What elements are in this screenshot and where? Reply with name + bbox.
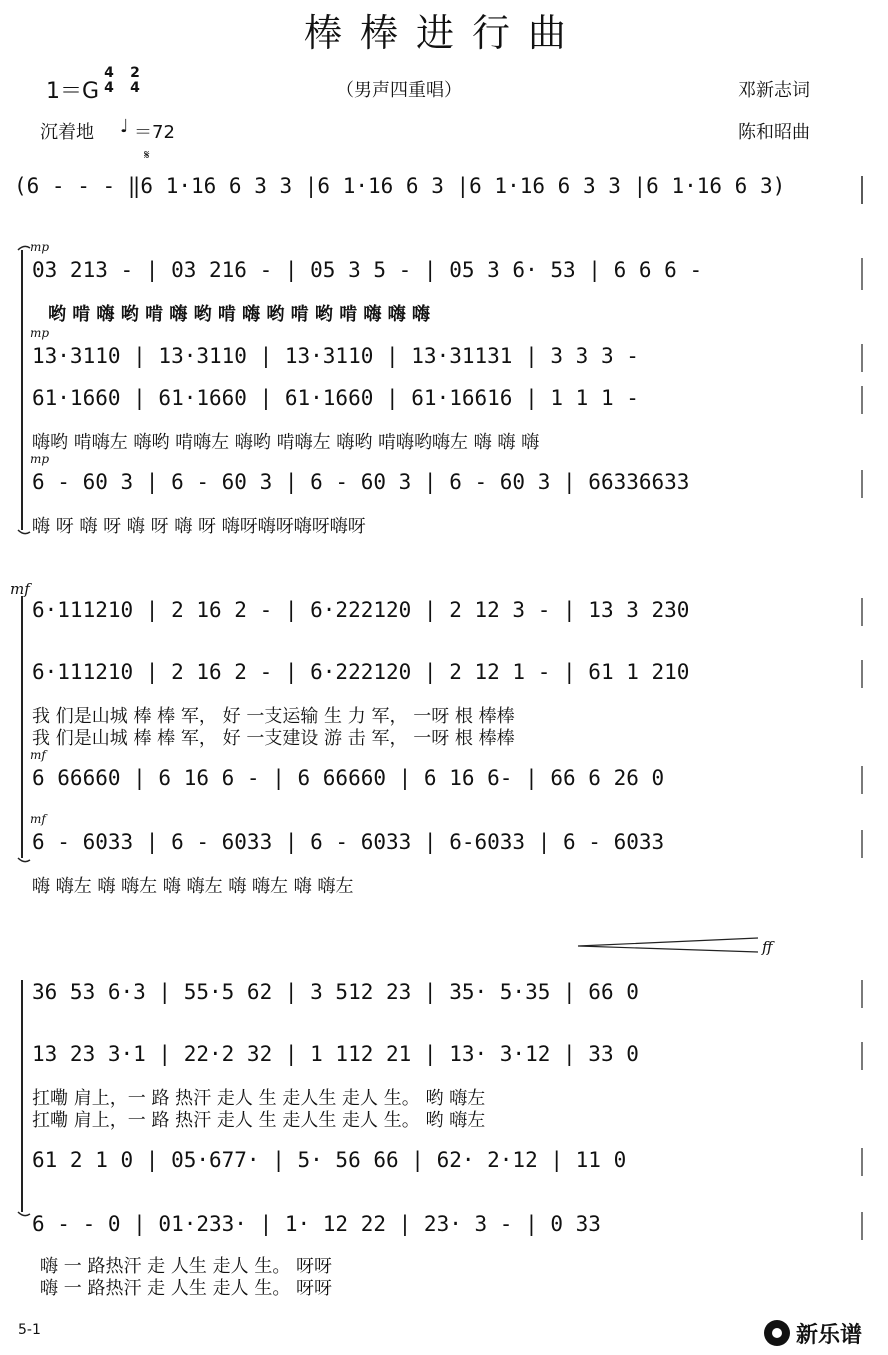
system2-voice4: 6 - 6033 | 6 - 6033 | 6 - 6033 | 6-6033 | 6 - 6033: [32, 830, 665, 854]
system2-voice3: 6 66660 | 6 16 6 - | 6 66660 | 6 16 6- | 66 6 26 0: [32, 766, 665, 790]
dynamic-mf-v3: mf: [30, 748, 46, 762]
segno-icon: 𝄋: [144, 148, 150, 163]
dynamic-mp-v4: mp: [30, 452, 50, 466]
system1-voice4: 6 - 60 3 | 6 - 60 3 | 6 - 60 3 | 6 - 60 3 | 66336633: [32, 470, 690, 494]
system3-voice1: 36 53 6·3 | 55·5 62 | 3 512 23 | 35· 5·35 | 66 0: [32, 980, 639, 1004]
system2-lyric2a: 我 们是山城 棒 棒 军， 好 一支运输 生 力 军， 一呀 根 棒棒: [32, 706, 515, 727]
time-signature-4-4: 4 4: [104, 65, 114, 96]
dynamic-mp-v1: mp: [30, 240, 50, 254]
dynamic-mf-v4: mf: [30, 812, 46, 826]
system3-lyric4b: 嗨 一 路热汗 走 人生 走人 生。 呀呀: [40, 1278, 333, 1299]
system1-lyric1: 哟 啃 嗨 哟 啃 嗨 哟 啃 嗨 哟 啃 哟 啃 嗨 嗨 嗨: [48, 304, 430, 325]
page-title: 棒棒进行曲: [303, 11, 584, 55]
time-signature-2-4: 2 4: [130, 65, 140, 96]
dynamic-mp-v2: mp: [30, 326, 50, 340]
quarter-note-icon: ♩: [120, 116, 129, 137]
system1-lyric3: 嗨哟 啃嗨左 嗨哟 啃嗨左 嗨哟 啃嗨左 嗨哟 啃嗨哟嗨左 嗨 嗨 嗨: [32, 432, 540, 453]
composer: 陈和昭曲: [738, 122, 810, 143]
tempo-value: ＝72: [134, 122, 175, 143]
page-number: 5-1: [18, 1322, 41, 1338]
system2-lyric4: 嗨 嗨左 嗨 嗨左 嗨 嗨左 嗨 嗨左 嗨 嗨左: [32, 876, 354, 897]
system3-voice2: 13 23 3·1 | 22·2 32 | 1 112 21 | 13· 3·12 | 33 0: [32, 1042, 639, 1066]
system1-lyric4: 嗨 呀 嗨 呀 嗨 呀 嗨 呀 嗨呀嗨呀嗨呀嗨呀: [32, 516, 366, 537]
system3-lyric4a: 嗨 一 路热汗 走 人生 走人 生。 呀呀: [40, 1256, 333, 1277]
dynamic-ff: ff: [762, 938, 773, 956]
system3-lyric2a: 扛嘞 肩上，一 路 热汗 走人 生 走人生 走人 生。 哟 嗨左: [32, 1088, 486, 1109]
intro-line: (6 - - - ‖6 1·16 6 3 3 |6 1·16 6 3 |6 1·16 6 3 3 |6 1·16 6 3): [14, 174, 786, 198]
system1-voice2: 13·3110 | 13·3110 | 13·3110 | 13·31131 | 3 3 3 -: [32, 344, 639, 368]
dynamic-mf-v1: mf: [10, 580, 30, 598]
system3-lyric2b: 扛嘞 肩上，一 路 热汗 走人 生 走人生 走人 生。 哟 嗨左: [32, 1110, 486, 1131]
site-logo: 新乐谱: [796, 1323, 863, 1348]
tempo-text: 沉着地: [40, 122, 94, 143]
system3-voice4: 6 - - 0 | 01·233· | 1· 12 22 | 23· 3 - | 0 33: [32, 1212, 601, 1236]
system2-voice2: 6·111210 | 2 16 2 - | 6·222120 | 2 12 1 - | 61 1 210: [32, 660, 690, 684]
system3-voice3: 61 2 1 0 | 05·677· | 5· 56 66 | 62· 2·12 | 11 0: [32, 1148, 627, 1172]
subtitle: （男声四重唱）: [336, 80, 462, 101]
system2-voice1: 6·111210 | 2 16 2 - | 6·222120 | 2 12 3 - | 13 3 230: [32, 598, 690, 622]
system1-voice1: 03 213 - | 03 216 - | 05 3 5 - | 05 3 6· 53 | 6 6 6 -: [32, 258, 703, 282]
lyricist: 邓新志词: [738, 80, 810, 101]
key-signature: 1＝G: [46, 79, 100, 104]
system1-voice3: 61·1660 | 61·1660 | 61·1660 | 61·16616 | 1 1 1 -: [32, 386, 639, 410]
system2-lyric2b: 我 们是山城 棒 棒 军， 好 一支建设 游 击 军， 一呀 根 棒棒: [32, 728, 515, 749]
